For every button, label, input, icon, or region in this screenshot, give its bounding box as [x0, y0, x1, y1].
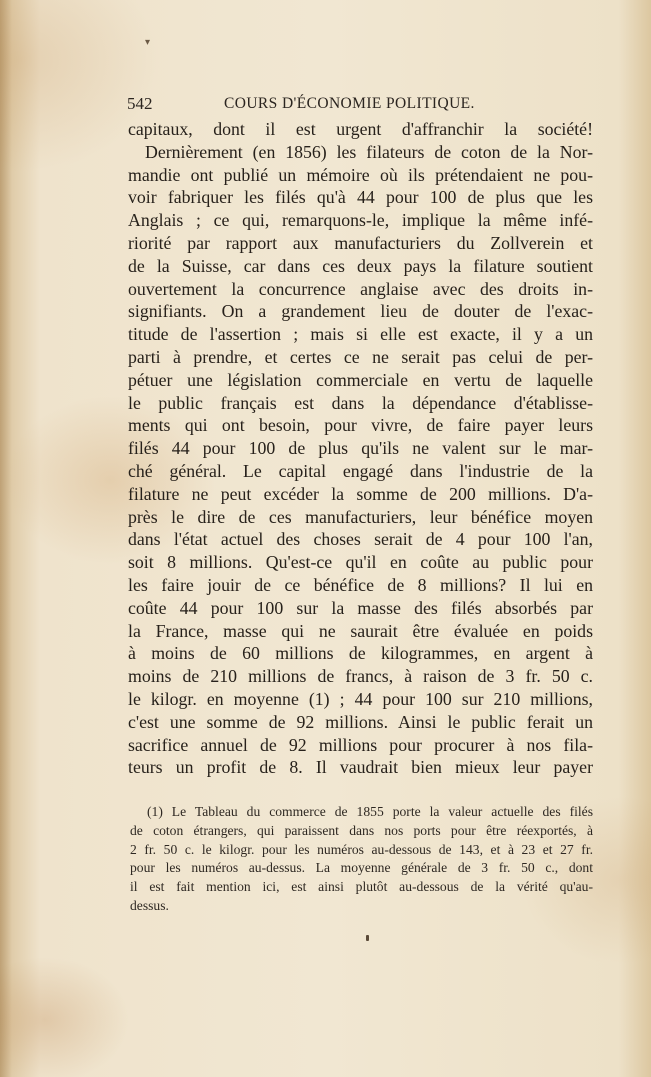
- text-line: les faire jouir de ce bénéfice de 8 millions? Il lui en: [128, 574, 593, 595]
- main-text: [128, 118, 593, 779]
- text-line: de la Suisse, car dans ces deux pays la filature soutient: [128, 255, 593, 276]
- text-line: moins de 210 millions de francs, à raison de 3 fr. 50 c.: [128, 666, 593, 687]
- text-line: teurs un profit de 8. Il vaudrait bien mieux leur payer: [128, 757, 593, 778]
- text-line: à moins de 60 millions de kilogrammes, en argent à: [128, 643, 593, 664]
- footnote-line: 2 fr. 50 c. le kilogr. pour les numéros au-dessous de 143, et à 23 et 27 fr.: [130, 841, 593, 857]
- text-line: coûte 44 pour 100 sur la masse des filés absorbés par: [128, 597, 593, 618]
- footnote-line: dessus.: [130, 897, 169, 913]
- page-number: 542: [127, 94, 153, 113]
- footnote-line: pour les numéros au-dessus. La moyenne générale de 3 fr. 50 c., dont: [130, 860, 593, 876]
- running-title: COURS D'ÉCONOMIE POLITIQUE.: [224, 95, 475, 112]
- text-line: dans l'état actuel des choses serait de 4 pour 100 l'an,: [128, 529, 593, 550]
- text-line: titude de l'assertion ; mais si elle est exacte, il y a un: [128, 324, 593, 345]
- text-line: Dernièrement (en 1856) les filateurs de coton de la Nor-: [145, 141, 593, 162]
- text-line: pétuer une législation commerciale en vertu de laquelle: [128, 369, 593, 390]
- text-line: capitaux, dont il est urgent d'affranchir la société!: [128, 119, 593, 139]
- text-line: ments qui ont besoin, pour vivre, de faire payer leurs: [128, 415, 593, 436]
- footnote-line: il est fait mention ici, est ainsi plutôt au-dessous de la vérité qu'au-: [130, 879, 593, 895]
- text-line: le public français est dans la dépendance d'établisse-: [128, 392, 593, 413]
- text-line: riorité par rapport aux manufacturiers du Zollverein et: [128, 232, 593, 253]
- text-line: sacrifice annuel de 92 millions pour procurer à nos fila-: [128, 734, 593, 755]
- footnote-line: (1) Le Tableau du commerce de 1855 porte la valeur actuelle des filés: [147, 804, 593, 819]
- footnote-line: de coton étrangers, qui paraissent dans nos ports pour être réexportés, à: [130, 822, 593, 838]
- text-line: ouvertement la concurrence anglaise avec des droits in-: [128, 278, 593, 299]
- page-header: [127, 94, 592, 116]
- text-line: ché général. Le capital engagé dans l'industrie de la: [128, 460, 593, 481]
- text-line: près le dire de ces manufacturiers, leur bénéfice moyen: [128, 506, 593, 527]
- text-line: filés 44 pour 100 de plus qu'ils ne valent sur le mar-: [128, 438, 593, 459]
- text-line: voir fabriquer les filés qu'à 44 pour 100 de plus que les: [128, 187, 593, 208]
- text-line: filature ne peut excéder la somme de 200 millions. D'a-: [128, 483, 593, 504]
- text-line: soit 8 millions. Qu'est-ce qu'il en coûte au public pour: [128, 552, 593, 573]
- print-speck: [366, 935, 369, 941]
- text-line: signifiants. On a grandement lieu de douter de l'exac-: [128, 301, 593, 322]
- page-spine-shadow: [0, 0, 12, 1077]
- print-mark-icon: ▾: [145, 37, 151, 48]
- text-line: Anglais ; ce qui, remarquons-le, implique la même infé-: [128, 210, 593, 231]
- text-line: c'est une somme de 92 millions. Ainsi le public ferait un: [128, 711, 593, 732]
- footnote: [130, 803, 593, 916]
- text-line: le kilogr. en moyenne (1) ; 44 pour 100 sur 210 millions,: [128, 688, 593, 709]
- text-line: parti à prendre, et certes ce ne serait pas celui de per-: [128, 346, 593, 367]
- text-line: mandie ont publié un mémoire où ils prétendaient ne pou-: [128, 164, 593, 185]
- text-line: la France, masse qui ne saurait être évaluée en poids: [128, 620, 593, 641]
